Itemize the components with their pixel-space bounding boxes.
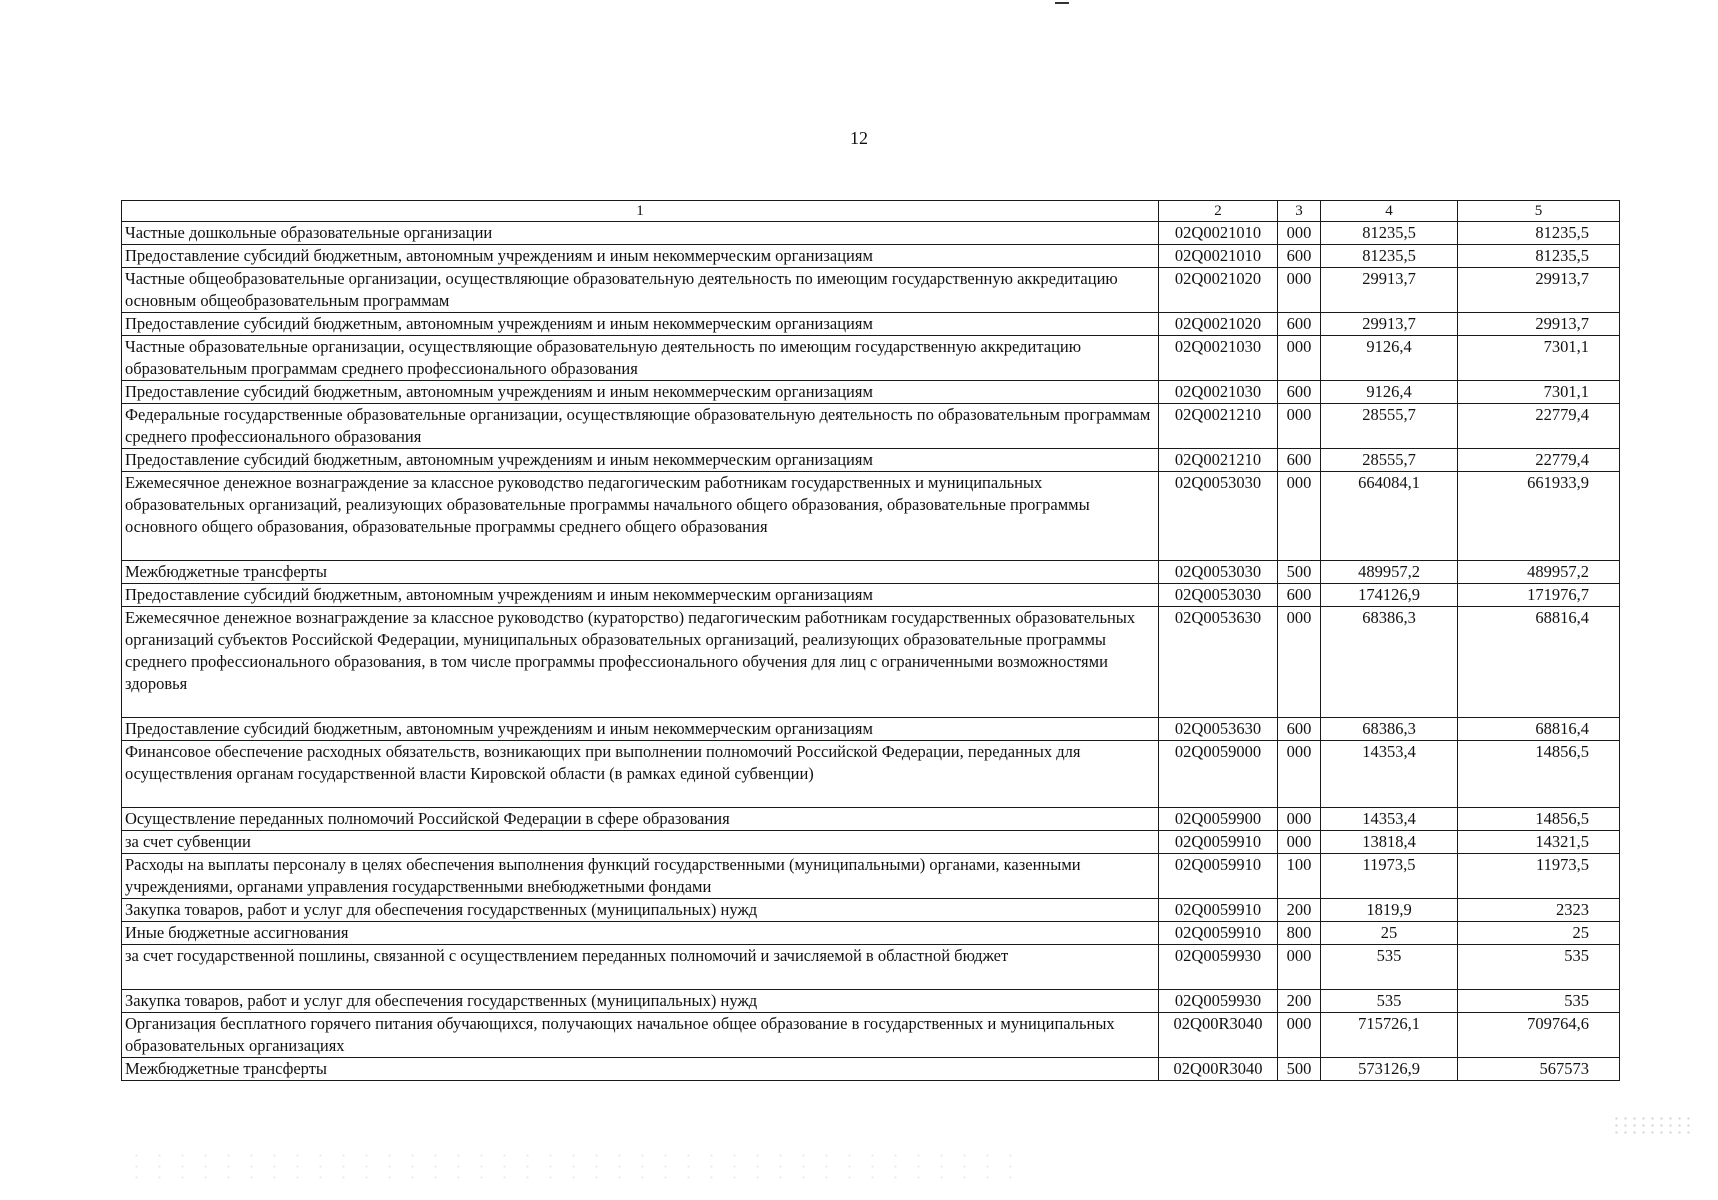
header-col-1: 1 <box>122 201 1159 222</box>
row-type: 000 <box>1278 808 1321 831</box>
row-code: 02Q0021210 <box>1159 449 1278 472</box>
row-value-4: 28555,7 <box>1321 449 1458 472</box>
table-row <box>122 1058 1620 1081</box>
row-value-4: 28555,7 <box>1321 404 1458 449</box>
row-code: 02Q0021030 <box>1159 336 1278 381</box>
table-row <box>122 1013 1620 1058</box>
table-row <box>122 854 1620 899</box>
table-row <box>122 831 1620 854</box>
row-value-4: 715726,1 <box>1321 1013 1458 1058</box>
row-code: 02Q0021010 <box>1159 245 1278 268</box>
row-value-4: 68386,3 <box>1321 718 1458 741</box>
table-row <box>122 449 1620 472</box>
row-type: 000 <box>1278 222 1321 245</box>
row-value-4: 9126,4 <box>1321 336 1458 381</box>
table-row <box>122 945 1620 990</box>
header-col-2: 2 <box>1159 201 1278 222</box>
row-code: 02Q0059910 <box>1159 854 1278 899</box>
row-name: за счет государственной пошлины, связанной с осуществлением переданных полномочий и зачисляемой в областной бюджет <box>122 945 1159 990</box>
row-value-4: 81235,5 <box>1321 222 1458 245</box>
row-value-5: 2323 <box>1458 899 1620 922</box>
table-row <box>122 561 1620 584</box>
row-name: Частные дошкольные образовательные организации <box>122 222 1159 245</box>
table-row <box>122 404 1620 449</box>
row-type: 000 <box>1278 1013 1321 1058</box>
header-col-3: 3 <box>1278 201 1321 222</box>
row-value-5: 29913,7 <box>1458 313 1620 336</box>
row-code: 02Q0021210 <box>1159 404 1278 449</box>
row-value-4: 489957,2 <box>1321 561 1458 584</box>
header-col-4: 4 <box>1321 201 1458 222</box>
row-name: Предоставление субсидий бюджетным, автономным учреждениям и иным некоммерческим организациям <box>122 245 1159 268</box>
row-type: 000 <box>1278 404 1321 449</box>
row-value-5: 14321,5 <box>1458 831 1620 854</box>
header-col-5: 5 <box>1458 201 1620 222</box>
row-type: 500 <box>1278 561 1321 584</box>
row-name: Ежемесячное денежное вознаграждение за классное руководство педагогическим работникам государственных и муниципальных образовательных организаций, реализующих образовательные программы начального общего образования, образовательные программы основного общего образования, образовательные программы среднего общего образования <box>122 472 1159 561</box>
row-value-5: 22779,4 <box>1458 449 1620 472</box>
row-name: Закупка товаров, работ и услуг для обеспечения государственных (муниципальных) нужд <box>122 899 1159 922</box>
table-row <box>122 607 1620 718</box>
row-value-5: 14856,5 <box>1458 741 1620 808</box>
row-type: 800 <box>1278 922 1321 945</box>
row-name: Межбюджетные трансферты <box>122 1058 1159 1081</box>
row-value-5: 68816,4 <box>1458 718 1620 741</box>
row-value-5: 29913,7 <box>1458 268 1620 313</box>
row-code: 02Q0053030 <box>1159 561 1278 584</box>
row-type: 600 <box>1278 245 1321 268</box>
row-value-5: 7301,1 <box>1458 336 1620 381</box>
row-name: Осуществление переданных полномочий Российской Федерации в сфере образования <box>122 808 1159 831</box>
row-name: Предоставление субсидий бюджетным, автономным учреждениям и иным некоммерческим организациям <box>122 718 1159 741</box>
row-type: 600 <box>1278 381 1321 404</box>
row-type: 500 <box>1278 1058 1321 1081</box>
row-type: 000 <box>1278 268 1321 313</box>
table-row <box>122 381 1620 404</box>
row-value-4: 81235,5 <box>1321 245 1458 268</box>
row-value-4: 25 <box>1321 922 1458 945</box>
row-value-4: 13818,4 <box>1321 831 1458 854</box>
table-row <box>122 741 1620 808</box>
table-row <box>122 245 1620 268</box>
table-row <box>122 472 1620 561</box>
row-name: Частные общеобразовательные организации, осуществляющие образовательную деятельность по имеющим государственную аккредитацию основным общеобразовательным программам <box>122 268 1159 313</box>
scan-noise <box>1612 1115 1692 1135</box>
row-code: 02Q0021010 <box>1159 222 1278 245</box>
row-type: 000 <box>1278 607 1321 718</box>
row-value-4: 14353,4 <box>1321 741 1458 808</box>
scan-noise <box>125 1150 1025 1180</box>
row-value-4: 535 <box>1321 990 1458 1013</box>
row-type: 200 <box>1278 990 1321 1013</box>
row-code: 02Q00R3040 <box>1159 1013 1278 1058</box>
row-value-4: 29913,7 <box>1321 313 1458 336</box>
row-value-5: 25 <box>1458 922 1620 945</box>
table-row <box>122 718 1620 741</box>
row-code: 02Q0059900 <box>1159 808 1278 831</box>
table-row <box>122 336 1620 381</box>
row-name: Предоставление субсидий бюджетным, автономным учреждениям и иным некоммерческим организациям <box>122 584 1159 607</box>
scan-dash-mark <box>1055 2 1069 4</box>
row-name: Предоставление субсидий бюджетным, автономным учреждениям и иным некоммерческим организациям <box>122 381 1159 404</box>
row-code: 02Q00R3040 <box>1159 1058 1278 1081</box>
row-value-5: 81235,5 <box>1458 222 1620 245</box>
row-name: Межбюджетные трансферты <box>122 561 1159 584</box>
row-value-5: 14856,5 <box>1458 808 1620 831</box>
row-value-5: 535 <box>1458 990 1620 1013</box>
table-row <box>122 899 1620 922</box>
row-code: 02Q0059930 <box>1159 945 1278 990</box>
row-name: Частные образовательные организации, осуществляющие образовательную деятельность по имеющим государственную аккредитацию образовательным программам среднего профессионального образования <box>122 336 1159 381</box>
row-code: 02Q0021020 <box>1159 313 1278 336</box>
row-value-4: 14353,4 <box>1321 808 1458 831</box>
row-type: 000 <box>1278 472 1321 561</box>
row-value-5: 171976,7 <box>1458 584 1620 607</box>
row-name: Федеральные государственные образовательные организации, осуществляющие образовательную деятельность по образовательным программам среднего профессионального образования <box>122 404 1159 449</box>
row-type: 000 <box>1278 336 1321 381</box>
row-type: 100 <box>1278 854 1321 899</box>
row-name: Ежемесячное денежное вознаграждение за классное руководство (кураторство) педагогическим работникам государственных образовательных организаций субъектов Российской Федерации, муниципальных образовательных организаций, реализующих образовательные программы среднего профессионального образования, в том числе программы профессионального обучения для лиц с ограниченными возможностями здоровья <box>122 607 1159 718</box>
row-value-4: 573126,9 <box>1321 1058 1458 1081</box>
row-value-5: 7301,1 <box>1458 381 1620 404</box>
row-code: 02Q0059910 <box>1159 831 1278 854</box>
row-value-4: 1819,9 <box>1321 899 1458 922</box>
table-row <box>122 268 1620 313</box>
row-name: Предоставление субсидий бюджетным, автономным учреждениям и иным некоммерческим организациям <box>122 313 1159 336</box>
row-code: 02Q0053030 <box>1159 472 1278 561</box>
row-name: Организация бесплатного горячего питания обучающихся, получающих начальное общее образование в государственных и муниципальных образовательных организациях <box>122 1013 1159 1058</box>
row-value-5: 81235,5 <box>1458 245 1620 268</box>
row-value-5: 22779,4 <box>1458 404 1620 449</box>
row-type: 000 <box>1278 741 1321 808</box>
row-value-4: 664084,1 <box>1321 472 1458 561</box>
row-code: 02Q0021030 <box>1159 381 1278 404</box>
row-value-4: 29913,7 <box>1321 268 1458 313</box>
row-code: 02Q0059930 <box>1159 990 1278 1013</box>
budget-table <box>121 200 1620 1081</box>
row-code: 02Q0053030 <box>1159 584 1278 607</box>
row-value-4: 11973,5 <box>1321 854 1458 899</box>
row-value-5: 661933,9 <box>1458 472 1620 561</box>
table-row <box>122 313 1620 336</box>
row-type: 600 <box>1278 584 1321 607</box>
row-value-4: 535 <box>1321 945 1458 990</box>
row-code: 02Q0053630 <box>1159 718 1278 741</box>
row-name: за счет субвенции <box>122 831 1159 854</box>
row-code: 02Q0059000 <box>1159 741 1278 808</box>
row-type: 000 <box>1278 945 1321 990</box>
row-value-5: 68816,4 <box>1458 607 1620 718</box>
row-code: 02Q0053630 <box>1159 607 1278 718</box>
table-header-row <box>122 201 1620 222</box>
table-row <box>122 808 1620 831</box>
row-name: Финансовое обеспечение расходных обязательств, возникающих при выполнении полномочий Российской Федерации, переданных для осуществления органам государственной власти Кировской области (в рамках единой субвенции) <box>122 741 1159 808</box>
row-value-5: 567573 <box>1458 1058 1620 1081</box>
row-name: Иные бюджетные ассигнования <box>122 922 1159 945</box>
row-value-5: 709764,6 <box>1458 1013 1620 1058</box>
page-number: 12 <box>850 128 868 148</box>
row-value-4: 68386,3 <box>1321 607 1458 718</box>
row-value-5: 489957,2 <box>1458 561 1620 584</box>
row-type: 200 <box>1278 899 1321 922</box>
row-type: 600 <box>1278 718 1321 741</box>
row-code: 02Q0059910 <box>1159 899 1278 922</box>
row-value-4: 9126,4 <box>1321 381 1458 404</box>
row-type: 600 <box>1278 449 1321 472</box>
table-row <box>122 922 1620 945</box>
row-code: 02Q0059910 <box>1159 922 1278 945</box>
row-name: Расходы на выплаты персоналу в целях обеспечения выполнения функций государственными (муниципальными) органами, казенными учреждениями, органами управления государственными внебюджетными фондами <box>122 854 1159 899</box>
row-type: 000 <box>1278 831 1321 854</box>
table-row <box>122 990 1620 1013</box>
row-code: 02Q0021020 <box>1159 268 1278 313</box>
row-name: Закупка товаров, работ и услуг для обеспечения государственных (муниципальных) нужд <box>122 990 1159 1013</box>
row-value-4: 174126,9 <box>1321 584 1458 607</box>
table-row <box>122 222 1620 245</box>
row-value-5: 535 <box>1458 945 1620 990</box>
row-name: Предоставление субсидий бюджетным, автономным учреждениям и иным некоммерческим организациям <box>122 449 1159 472</box>
row-value-5: 11973,5 <box>1458 854 1620 899</box>
table-row <box>122 584 1620 607</box>
row-type: 600 <box>1278 313 1321 336</box>
